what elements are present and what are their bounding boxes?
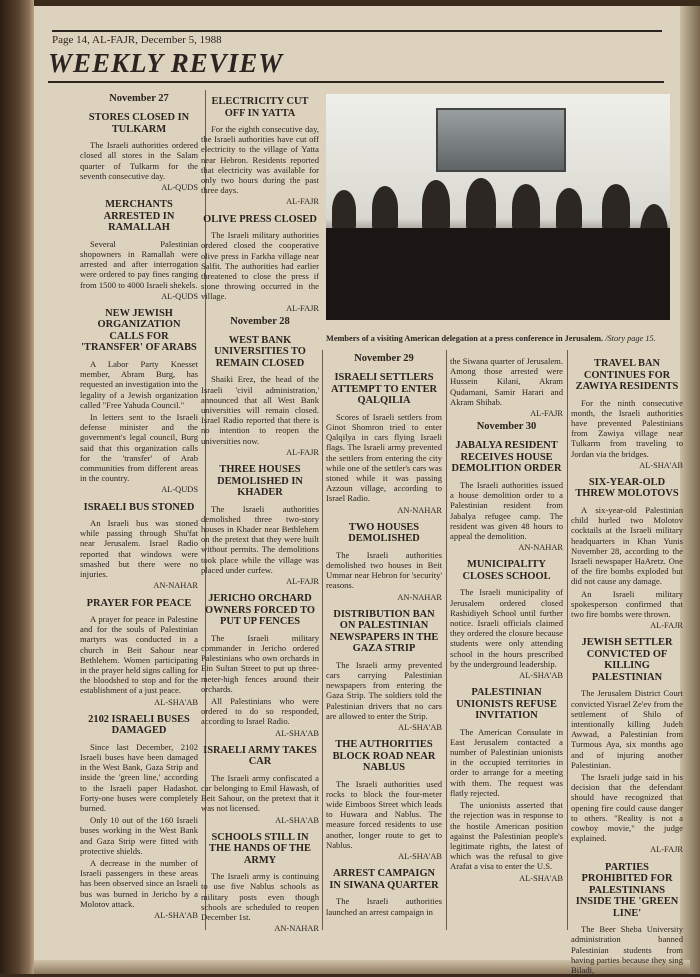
article-body: Scores of Israeli settlers from Ginot Shomron tried to enter Qalqilya in cars flying Israeli flags. The Israeli army prevented the settlers from entering the city while one of the settler's cars was stoned while it was passing Azzoun village, according to Israel Radio. bbox=[326, 411, 442, 504]
article-body: The Israeli army prevented cars carrying Palestinian newspapers from entering the Gaza Strip. The soldiers told the Palestinian drivers that no cars are allowed to enter the Strip. bbox=[326, 659, 442, 721]
article-headline: PARTIES PROHIBITED FOR PALESTINIANS INSIDE THE 'GREEN LINE' bbox=[575, 861, 679, 919]
article-body: The Israeli authorities launched an arrest campaign in bbox=[326, 896, 442, 917]
column-divider bbox=[446, 350, 447, 930]
article-headline: ISRAELI SETTLERS ATTEMPT TO ENTER QALQILIA bbox=[330, 372, 438, 407]
person-figure bbox=[512, 184, 540, 230]
column-5 bbox=[571, 358, 683, 977]
article-source: AN-NAHAR bbox=[518, 543, 563, 553]
article-source: AL-QUDS bbox=[161, 291, 198, 301]
article-body: For the eighth consecutive day, the Israeli authorities have cut off electricity to the village of Yatta near Hebron. Residents reported that electricity was available for only two hours during the past three days. bbox=[201, 124, 319, 196]
article-body: The Israeli authorities ordered closed all stores in the Salam quarter of Tulkarm for the seventh consecutive day. bbox=[80, 140, 198, 181]
person-figure bbox=[556, 188, 582, 230]
article-headline: DISTRIBUTION BAN ON PALESTINIAN NEWSPAPERS IN THE GAZA STRIP bbox=[329, 608, 439, 655]
article-headline: 2102 ISRAELI BUSES DAMAGED bbox=[88, 713, 190, 737]
article-source: AN-NAHAR bbox=[397, 592, 442, 602]
article-source: AN-NAHAR bbox=[397, 505, 442, 515]
date-heading: November 27 bbox=[109, 93, 169, 104]
article-body: The Israeli military commander in Jericho ordered Palestinians who own orchards in Ein Sultan Street to put up three-meter-high fences around their orchards. bbox=[201, 632, 319, 694]
article-headline: JEWISH SETTLER CONVICTED OF KILLING PALESTINIAN bbox=[581, 637, 673, 683]
column-2 bbox=[201, 96, 319, 937]
article-headline: SCHOOLS STILL IN THE HANDS OF THE ARMY bbox=[209, 831, 311, 866]
article-source: AL-FAJR bbox=[530, 409, 563, 419]
article-headline: WEST BANK UNIVERSITIES TO REMAIN CLOSED bbox=[214, 334, 306, 369]
article-headline: MERCHANTS ARRESTED IN RAMALLAH bbox=[103, 199, 175, 234]
article-body: For the ninth consecutive month, the Israeli authorities have prevented Palestinians from Zawiya village near Tulkarm from traveling to Jordan via the bridges. bbox=[571, 397, 683, 459]
page-edge-right bbox=[680, 6, 700, 974]
article-body: The unionists asserted that the rejection was in response to the hostile American position against the Palestinian people's legitimate rights, the latest of which was the refusal to give Arafat a visa to enter the U.S. bbox=[450, 800, 563, 872]
article-body: The Israeli army confiscated a car belonging to Emil Hawash, of Beit Sahour, on the pretext that it was not licensed. bbox=[201, 772, 319, 814]
article-source: AL-FAJR bbox=[286, 577, 319, 586]
article-headline: ARREST CAMPAIGN IN SIWANA QUARTER bbox=[329, 868, 439, 891]
article-headline: THE AUTHORITIES BLOCK ROAD NEAR NABLUS bbox=[332, 739, 436, 774]
article-body: The Israeli municipality of Jerusalem ordered closed Rashidiyeh School until further notice. Israeli officials claimed they ordered the closure because students were only attending school in the hours prescribed by the underground leadership. bbox=[450, 587, 563, 669]
article-source: AN-NAHAR bbox=[153, 581, 198, 591]
article-headline: SIX-YEAR-OLD THREW MOLOTOVS bbox=[575, 476, 679, 500]
article-headline: ISRAELI BUS STONED bbox=[83, 501, 195, 513]
article-body: All Palestinians who were ordered to do so responded, according to Israel Radio. bbox=[201, 695, 319, 727]
person-figure bbox=[422, 180, 450, 230]
article-source: AL-FAJR bbox=[286, 303, 319, 313]
article-body: The American Consulate in East Jerusalem contacted a number of Palestinian unionists in the occupied territories in order to arrange for a meeting with them. The request was flatly rejected. bbox=[450, 726, 563, 798]
conference-table bbox=[326, 228, 670, 320]
article-body: Shaiki Erez, the head of the Israeli 'civil administration,' announced that all West Bank universities will remain closed. Israel Radio reported that there is no intention to reopen the universities now. bbox=[201, 374, 319, 446]
article-body: The Israeli military authorities ordered closed the cooperative olive press in Farkha village near Salfit. The authorities had earlier threatened to close the press if stone throwing occurred in the village. bbox=[201, 230, 319, 302]
caption-text: Members of a visiting American delegation at a press conference in Jerusalem. bbox=[326, 334, 604, 343]
article-body: The Israeli authorities issued a house demolition order to a Palestinian resident from Jabalya refugee camp. The resident was given 48 hours to appeal the demolition. bbox=[450, 479, 563, 541]
caption-reference: /Story page 15. bbox=[605, 334, 656, 343]
article-body: The Israeli authorities demolished two houses in Beit Ummar near Hebron for 'security' reasons. bbox=[326, 549, 442, 591]
article-body: A Labor Party Knesset member, Abram Burg, has requested an investigation into the legality of a Jewish organization called "Free Yahuda Council." bbox=[80, 358, 198, 410]
date-heading: November 29 bbox=[354, 353, 414, 364]
article-body: The Israeli army is continuing to use five Nablus schools as military posts even though schools are scheduled to reopen December 1st. bbox=[201, 871, 319, 923]
date-heading: November 30 bbox=[476, 421, 537, 433]
article-body: Since last December, 2102 Israeli buses have been damaged in the West Bank, Gaza Strip and inside the 'green line,' according to the Israeli paper Hadashot. Forty-one buses were completely burned. bbox=[80, 741, 198, 814]
column-divider bbox=[322, 350, 323, 930]
wall-painting bbox=[436, 108, 566, 172]
page-title: WEEKLY REVIEW bbox=[48, 48, 284, 78]
article-body: An Israeli bus was stoned while passing through Shu'fat near Jerusalem. Israel Radio reported that windows were smashed but there were no injuries. bbox=[80, 518, 198, 580]
article-body: the Siwana quarter of Jerusalem. Among those arrested were Hussein Kilani, Akram Qudamani, Samir Harari and Akram Shihab. bbox=[450, 356, 563, 407]
article-body: In letters sent to the Israeli defense minister and the government's legal council, Burg said that this organization calls for the 'transfer' of Arab communities from different areas in the country. bbox=[80, 411, 198, 484]
person-figure bbox=[332, 190, 356, 230]
article-body: Several Palestinian shopowners in Ramallah were arrested and after interrogation were ordered to pay fines ranging from 1500 to 4000 Israeli shekels. bbox=[80, 238, 198, 290]
running-head: Page 14, AL-FAJR, December 5, 1988 bbox=[52, 30, 662, 46]
article-source: AL-FAJR bbox=[286, 197, 319, 207]
article-headline: TWO HOUSES DEMOLISHED bbox=[348, 521, 420, 545]
article-headline: PALESTINIAN UNIONISTS REFUSE INVITATION bbox=[456, 687, 557, 722]
article-body: The Beer Sheba University administration banned Palestinian students from having parties because they sing Biladi, bbox=[571, 924, 683, 975]
article-body: The Israeli authorities used rocks to block the four-meter wide Eimboos Street which leads to Huwara and Nablus. The measure forced residents to use another, longer route to get to Nablus. bbox=[326, 778, 442, 850]
book-binding bbox=[0, 0, 34, 974]
article-source: AL-SHA'AB bbox=[639, 460, 683, 470]
article-headline: THREE HOUSES DEMOLISHED IN KHADER bbox=[217, 464, 303, 499]
article-headline: TRAVEL BAN CONTINUES FOR ZAWIYA RESIDENTS bbox=[575, 358, 679, 392]
article-source: AL-FAJR bbox=[650, 621, 683, 631]
article-source: AL-SHA'AB bbox=[398, 852, 442, 862]
article-source: AL-SHA'AB bbox=[519, 873, 563, 883]
article-body: The Israeli authorities demolished three two-story houses in Khader near Bethlehem on the pretext that they were built without permits. The demolitions took place while the village was placed under curfew. bbox=[201, 503, 319, 575]
title-rule bbox=[48, 81, 664, 83]
article-source: AL-FAJR bbox=[286, 447, 319, 457]
date-heading: November 28 bbox=[230, 315, 290, 327]
photo-caption bbox=[326, 334, 676, 343]
article-source: AL-SHA'AB bbox=[154, 911, 198, 921]
article-headline: MUNICIPALITY CLOSES SCHOOL bbox=[462, 559, 551, 582]
article-source: AN-NAHAR bbox=[274, 924, 319, 934]
article-body: Only 10 out of the 160 Israeli buses working in the West Bank and Gaza Strip were fitted with protective shields. bbox=[80, 815, 198, 856]
press-conference-photo bbox=[326, 94, 670, 320]
article-headline: JABALYA RESIDENT RECEIVES HOUSE DEMOLITION ORDER bbox=[451, 440, 562, 475]
article-headline: OLIVE PRESS CLOSED bbox=[203, 213, 317, 225]
article-body: An Israeli military spokesperson confirmed that two fire bombs were thrown. bbox=[571, 588, 683, 619]
article-source: AL-SHA'AB bbox=[398, 722, 442, 732]
article-source: AL-QUDS bbox=[161, 183, 198, 193]
person-figure bbox=[466, 178, 496, 230]
article-body: A prayer for peace in Palestine and for the souls of Palestinian martyrs was conducted in a church in Beit Sahour near Bethlehem. Women participating in the prayer held signs calling for the bloodshed to stop and for the establishment of a just peace. bbox=[80, 614, 198, 696]
article-source: AL-SHA'AB bbox=[275, 815, 319, 825]
person-figure bbox=[372, 186, 398, 230]
article-headline: JERICHO ORCHARD OWNERS FORCED TO PUT UP FENCES bbox=[205, 593, 315, 628]
column-1 bbox=[80, 92, 198, 924]
article-headline: PRAYER FOR PEACE bbox=[86, 597, 192, 609]
column-divider bbox=[567, 350, 568, 930]
person-figure bbox=[602, 184, 630, 230]
article-headline: NEW JEWISH ORGANIZATION CALLS FOR 'TRANSFER' OF ARABS bbox=[81, 307, 197, 354]
article-headline: ELECTRICITY CUT OFF IN YATTA bbox=[211, 96, 309, 119]
article-body: The Israeli judge said in his decision that the defendant should have recognized that opening fire could cause danger to others. "Reality is not a cowboy movie," the judge explained. bbox=[571, 771, 683, 844]
column-4 bbox=[450, 356, 563, 887]
article-source: AL-SHA'AB bbox=[154, 697, 198, 707]
article-source: AL-QUDS bbox=[161, 485, 198, 495]
column-3 bbox=[326, 352, 442, 919]
article-source: AL-SHA'AB bbox=[519, 670, 563, 680]
article-source: AL-SHA'AB bbox=[275, 728, 319, 738]
article-headline: STORES CLOSED IN TULKARM bbox=[88, 112, 190, 135]
article-body: A six-year-old Palestinian child hurled two Molotov cocktails at the Israeli military headquarters in Khan Yunis November 28, according to the Israeli newspaper HaAretz. One of the fire bombs exploded but did not cause any damage. bbox=[571, 504, 683, 587]
article-body: The Jerusalem District Court convicted Yisrael Ze'ev from the settlement of Shilo of intentionally killing Judeh Awwad, a Palestinian from Turmous Aya, six months ago and of injuring another Palestinian. bbox=[571, 688, 683, 770]
article-source: AL-FAJR bbox=[650, 845, 683, 855]
article-body: A decrease in the number of Israeli passengers in these areas has been observed since an Israeli bus was burned in Jericho by a Molotov attack. bbox=[80, 858, 198, 909]
article-headline: ISRAELI ARMY TAKES CAR bbox=[203, 744, 317, 768]
